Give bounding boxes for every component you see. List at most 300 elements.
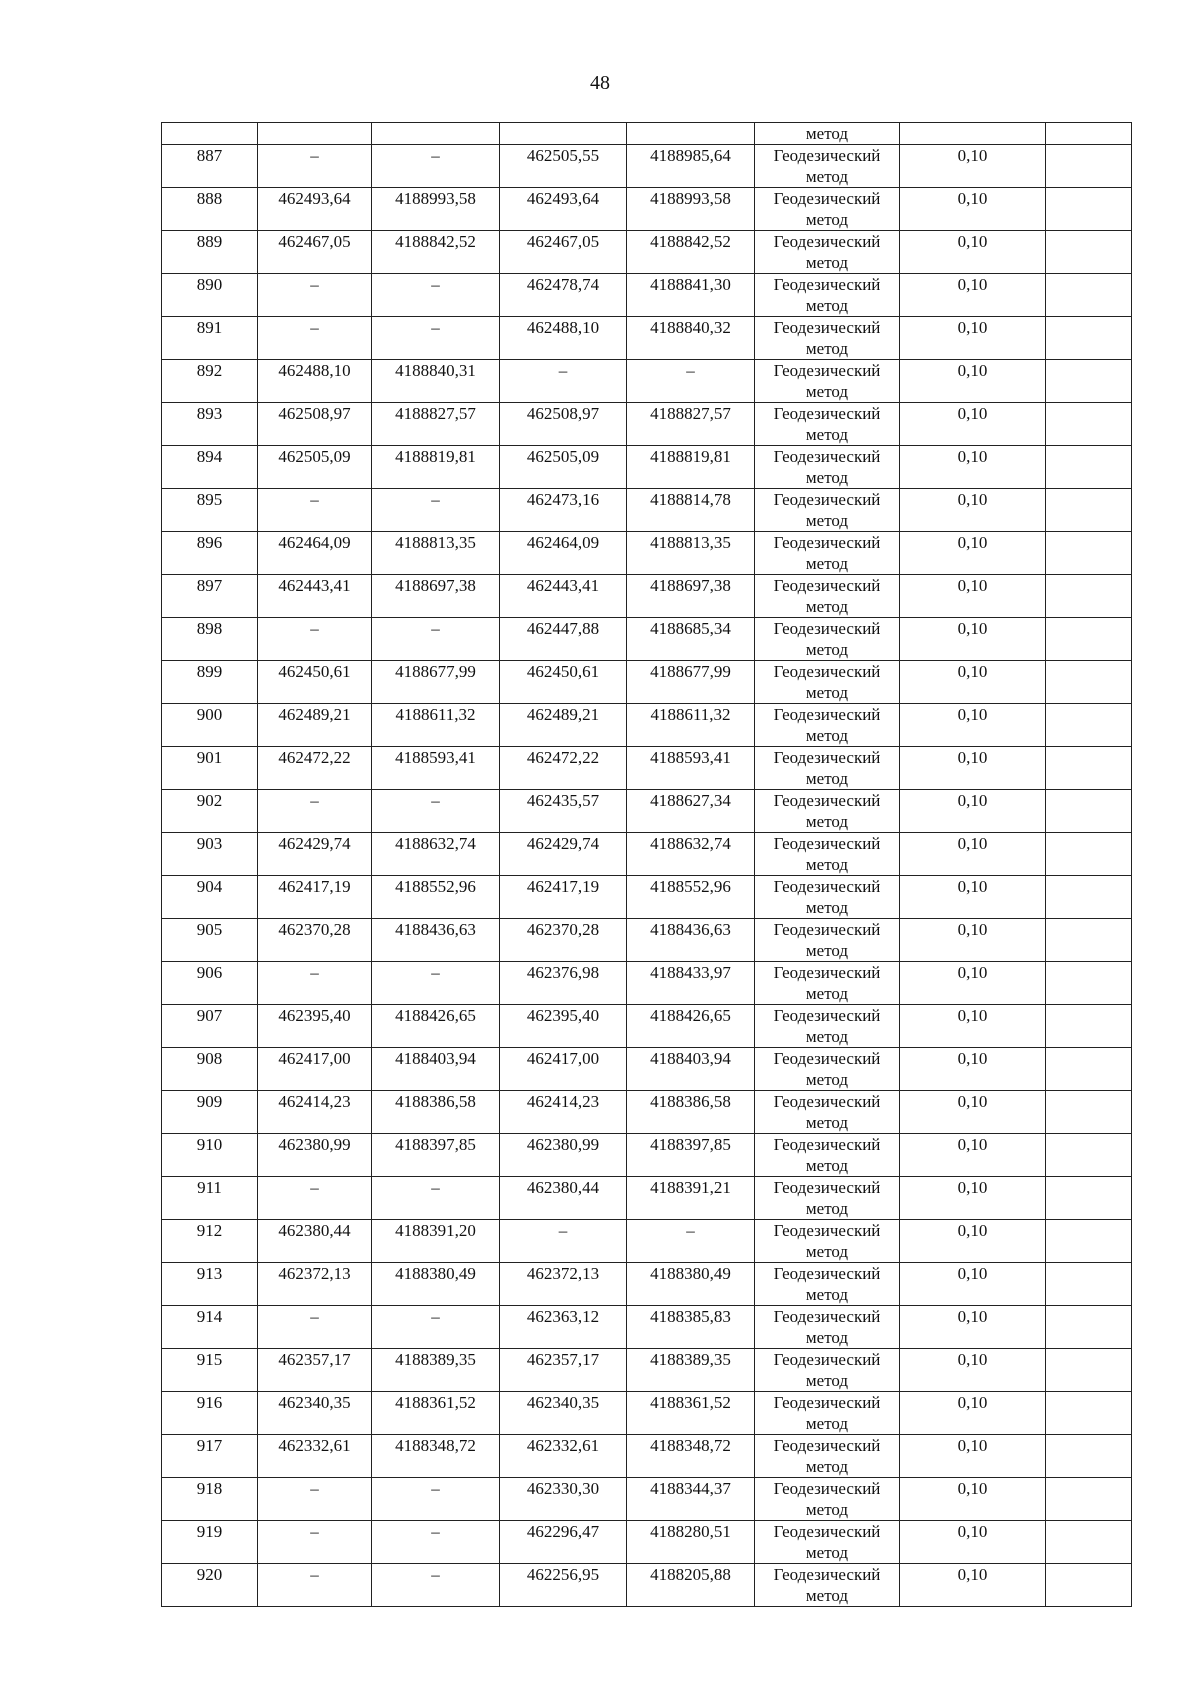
point-number-cell: 887 <box>162 145 258 188</box>
table-row <box>162 1564 1132 1607</box>
method-line-1: Геодезический <box>773 748 881 767</box>
empty-cell <box>1046 231 1132 274</box>
method-line-2: метод <box>805 1285 849 1304</box>
method-line-2: метод <box>805 898 849 917</box>
method-cell <box>755 1048 900 1091</box>
table-cell <box>258 123 372 145</box>
table-row <box>162 1005 1132 1048</box>
y-old-cell: – <box>372 145 500 188</box>
method-cell <box>755 1134 900 1177</box>
x-new-cell: 462372,13 <box>500 1263 627 1306</box>
method-line-2: метод <box>805 167 849 186</box>
x-new-cell: 462256,95 <box>500 1564 627 1607</box>
empty-cell <box>1046 1435 1132 1478</box>
table-cell <box>627 123 755 145</box>
point-number-cell: 901 <box>162 747 258 790</box>
method-line-2: метод <box>805 339 849 358</box>
x-old-cell: – <box>258 1177 372 1220</box>
point-number-cell: 915 <box>162 1349 258 1392</box>
method-line-2: метод <box>805 640 849 659</box>
method-cell <box>755 1177 900 1220</box>
empty-cell <box>1046 1134 1132 1177</box>
method-line-2: метод <box>805 1328 849 1347</box>
x-new-cell: 462414,23 <box>500 1091 627 1134</box>
method-cell <box>755 532 900 575</box>
accuracy-cell: 0,10 <box>900 1392 1046 1435</box>
table-row <box>162 704 1132 747</box>
x-old-cell: 462505,09 <box>258 446 372 489</box>
point-number-cell: 917 <box>162 1435 258 1478</box>
point-number-cell: 908 <box>162 1048 258 1091</box>
empty-cell <box>1046 1349 1132 1392</box>
point-number-cell: 916 <box>162 1392 258 1435</box>
x-new-cell: 462332,61 <box>500 1435 627 1478</box>
table-cell <box>162 123 258 145</box>
point-number-cell: 919 <box>162 1521 258 1564</box>
method-cell <box>755 1564 900 1607</box>
accuracy-cell: 0,10 <box>900 317 1046 360</box>
point-number-cell: 914 <box>162 1306 258 1349</box>
x-old-cell: – <box>258 618 372 661</box>
y-new-cell: 4188677,99 <box>627 661 755 704</box>
empty-cell <box>1046 403 1132 446</box>
table-row <box>162 1091 1132 1134</box>
method-line-1: Геодезический <box>773 1264 881 1283</box>
empty-cell <box>1046 1177 1132 1220</box>
empty-cell <box>1046 532 1132 575</box>
table-cell <box>500 123 627 145</box>
accuracy-cell: 0,10 <box>900 489 1046 532</box>
x-new-cell: 462330,30 <box>500 1478 627 1521</box>
accuracy-cell: 0,10 <box>900 747 1046 790</box>
point-number-cell: 890 <box>162 274 258 317</box>
y-new-cell: 4188827,57 <box>627 403 755 446</box>
method-line-2: метод <box>805 984 849 1003</box>
table-row <box>162 274 1132 317</box>
y-old-cell: – <box>372 489 500 532</box>
method-cell <box>755 790 900 833</box>
empty-cell <box>1046 747 1132 790</box>
method-line-1: Геодезический <box>773 791 881 810</box>
empty-cell <box>1046 704 1132 747</box>
accuracy-cell: 0,10 <box>900 1263 1046 1306</box>
empty-cell <box>1046 489 1132 532</box>
empty-cell <box>1046 661 1132 704</box>
method-cell <box>755 1263 900 1306</box>
empty-cell <box>1046 1091 1132 1134</box>
x-new-cell: 462363,12 <box>500 1306 627 1349</box>
method-line-1: Геодезический <box>773 1221 881 1240</box>
x-new-cell: 462417,00 <box>500 1048 627 1091</box>
method-line-1: Геодезический <box>773 1565 881 1584</box>
y-new-cell: 4188380,49 <box>627 1263 755 1306</box>
x-old-cell: 462380,99 <box>258 1134 372 1177</box>
method-line-2: метод <box>805 468 849 487</box>
method-cell <box>755 446 900 489</box>
x-old-cell: – <box>258 1564 372 1607</box>
y-old-cell: 4188993,58 <box>372 188 500 231</box>
accuracy-cell: 0,10 <box>900 1091 1046 1134</box>
method-cell: метод <box>755 123 900 145</box>
method-line-2: метод <box>805 210 849 229</box>
table-row <box>162 661 1132 704</box>
accuracy-cell: 0,10 <box>900 790 1046 833</box>
x-new-cell: 462489,21 <box>500 704 627 747</box>
method-cell <box>755 962 900 1005</box>
table-row <box>162 833 1132 876</box>
table-row <box>162 231 1132 274</box>
empty-cell <box>1046 1005 1132 1048</box>
y-new-cell: – <box>627 360 755 403</box>
method-line-1: Геодезический <box>773 1049 881 1068</box>
y-old-cell: 4188593,41 <box>372 747 500 790</box>
x-old-cell: 462380,44 <box>258 1220 372 1263</box>
x-old-cell: 462370,28 <box>258 919 372 962</box>
method-cell <box>755 188 900 231</box>
point-number-cell: 903 <box>162 833 258 876</box>
y-new-cell: 4188391,21 <box>627 1177 755 1220</box>
coordinates-table <box>161 122 1132 1607</box>
y-new-cell: – <box>627 1220 755 1263</box>
point-number-cell: 896 <box>162 532 258 575</box>
y-old-cell: – <box>372 962 500 1005</box>
table-cell <box>900 123 1046 145</box>
empty-cell <box>1046 317 1132 360</box>
y-new-cell: 4188348,72 <box>627 1435 755 1478</box>
method-line-1: Геодезический <box>773 1393 881 1412</box>
y-old-cell: – <box>372 618 500 661</box>
method-line-1: Геодезический <box>773 963 881 982</box>
y-old-cell: 4188389,35 <box>372 1349 500 1392</box>
empty-cell <box>1046 919 1132 962</box>
accuracy-cell: 0,10 <box>900 1177 1046 1220</box>
x-new-cell: 462296,47 <box>500 1521 627 1564</box>
empty-cell <box>1046 274 1132 317</box>
x-old-cell: – <box>258 1478 372 1521</box>
y-new-cell: 4188433,97 <box>627 962 755 1005</box>
method-line-2: метод <box>805 812 849 831</box>
point-number-cell: 904 <box>162 876 258 919</box>
x-old-cell: 462450,61 <box>258 661 372 704</box>
x-new-cell: 462505,09 <box>500 446 627 489</box>
method-line-2: метод <box>805 382 849 401</box>
method-line-1: Геодезический <box>773 1350 881 1369</box>
x-new-cell: 462429,74 <box>500 833 627 876</box>
method-line-1: Геодезический <box>773 1092 881 1111</box>
x-new-cell: 462508,97 <box>500 403 627 446</box>
table-row <box>162 1306 1132 1349</box>
x-new-cell: 462464,09 <box>500 532 627 575</box>
y-new-cell: 4188280,51 <box>627 1521 755 1564</box>
method-line-2: метод <box>805 941 849 960</box>
table-row <box>162 145 1132 188</box>
empty-cell <box>1046 188 1132 231</box>
empty-cell <box>1046 876 1132 919</box>
method-cell <box>755 360 900 403</box>
accuracy-cell: 0,10 <box>900 661 1046 704</box>
method-line-1: Геодезический <box>773 920 881 939</box>
method-cell <box>755 489 900 532</box>
empty-cell <box>1046 145 1132 188</box>
table-cell <box>372 123 500 145</box>
method-cell <box>755 747 900 790</box>
empty-cell <box>1046 1220 1132 1263</box>
accuracy-cell: 0,10 <box>900 360 1046 403</box>
table-row <box>162 618 1132 661</box>
x-old-cell: 462429,74 <box>258 833 372 876</box>
method-line-1: Геодезический <box>773 1006 881 1025</box>
y-old-cell: – <box>372 317 500 360</box>
table-row <box>162 1263 1132 1306</box>
accuracy-cell: 0,10 <box>900 1306 1046 1349</box>
accuracy-cell: 0,10 <box>900 919 1046 962</box>
method-line-1: Геодезический <box>773 232 881 251</box>
accuracy-cell: 0,10 <box>900 1220 1046 1263</box>
table-row <box>162 1521 1132 1564</box>
empty-cell <box>1046 1521 1132 1564</box>
method-line-1: Геодезический <box>773 1522 881 1541</box>
point-number-cell: 907 <box>162 1005 258 1048</box>
y-old-cell: – <box>372 1177 500 1220</box>
accuracy-cell: 0,10 <box>900 1048 1046 1091</box>
y-old-cell: – <box>372 790 500 833</box>
y-new-cell: 4188814,78 <box>627 489 755 532</box>
method-cell <box>755 1478 900 1521</box>
point-number-cell: 891 <box>162 317 258 360</box>
x-old-cell: – <box>258 1306 372 1349</box>
method-line-1: Геодезический <box>773 404 881 423</box>
page-number: 48 <box>590 72 610 94</box>
continuation-row <box>162 123 1132 145</box>
method-cell <box>755 575 900 618</box>
y-old-cell: 4188827,57 <box>372 403 500 446</box>
empty-cell <box>1046 1048 1132 1091</box>
method-line-1: Геодезический <box>773 1135 881 1154</box>
x-new-cell: 462370,28 <box>500 919 627 962</box>
method-line-2: метод <box>805 554 849 573</box>
method-cell <box>755 1306 900 1349</box>
method-line-2: метод <box>805 855 849 874</box>
y-old-cell: 4188380,49 <box>372 1263 500 1306</box>
empty-cell <box>1046 618 1132 661</box>
accuracy-cell: 0,10 <box>900 1005 1046 1048</box>
method-line-1: Геодезический <box>773 533 881 552</box>
method-line-2: метод <box>805 1543 849 1562</box>
y-new-cell: 4188627,34 <box>627 790 755 833</box>
table-cell <box>1046 123 1132 145</box>
x-new-cell: – <box>500 360 627 403</box>
y-old-cell: 4188397,85 <box>372 1134 500 1177</box>
method-line-1: Геодезический <box>773 834 881 853</box>
method-cell <box>755 618 900 661</box>
method-cell <box>755 145 900 188</box>
method-line-2: метод <box>805 511 849 530</box>
accuracy-cell: 0,10 <box>900 1478 1046 1521</box>
y-old-cell: 4188611,32 <box>372 704 500 747</box>
accuracy-cell: 0,10 <box>900 403 1046 446</box>
method-line-2: метод <box>805 253 849 272</box>
method-line-2: метод <box>805 1242 849 1261</box>
empty-cell <box>1046 1392 1132 1435</box>
method-line-1: Геодезический <box>773 275 881 294</box>
method-line-1: Геодезический <box>773 662 881 681</box>
point-number-cell: 893 <box>162 403 258 446</box>
method-line-2: метод <box>805 1586 849 1605</box>
y-old-cell: – <box>372 1306 500 1349</box>
table-row <box>162 446 1132 489</box>
accuracy-cell: 0,10 <box>900 1349 1046 1392</box>
method-line-1: Геодезический <box>773 619 881 638</box>
accuracy-cell: 0,10 <box>900 274 1046 317</box>
y-new-cell: 4188819,81 <box>627 446 755 489</box>
x-old-cell: – <box>258 317 372 360</box>
x-old-cell: 462488,10 <box>258 360 372 403</box>
accuracy-cell: 0,10 <box>900 231 1046 274</box>
x-new-cell: – <box>500 1220 627 1263</box>
table-row <box>162 1478 1132 1521</box>
x-new-cell: 462417,19 <box>500 876 627 919</box>
method-cell <box>755 403 900 446</box>
empty-cell <box>1046 1306 1132 1349</box>
point-number-cell: 902 <box>162 790 258 833</box>
point-number-cell: 905 <box>162 919 258 962</box>
x-new-cell: 462340,35 <box>500 1392 627 1435</box>
point-number-cell: 911 <box>162 1177 258 1220</box>
y-old-cell: 4188403,94 <box>372 1048 500 1091</box>
empty-cell <box>1046 790 1132 833</box>
point-number-cell: 895 <box>162 489 258 532</box>
y-old-cell: 4188348,72 <box>372 1435 500 1478</box>
method-cell <box>755 231 900 274</box>
method-cell <box>755 1005 900 1048</box>
x-old-cell: 462493,64 <box>258 188 372 231</box>
table-row <box>162 962 1132 1005</box>
y-new-cell: 4188842,52 <box>627 231 755 274</box>
method-line-2: метод <box>805 1500 849 1519</box>
y-new-cell: 4188840,32 <box>627 317 755 360</box>
y-old-cell: 4188842,52 <box>372 231 500 274</box>
method-line-2: метод <box>805 425 849 444</box>
y-new-cell: 4188397,85 <box>627 1134 755 1177</box>
method-cell <box>755 876 900 919</box>
accuracy-cell: 0,10 <box>900 1521 1046 1564</box>
y-old-cell: 4188819,81 <box>372 446 500 489</box>
empty-cell <box>1046 1564 1132 1607</box>
table-row <box>162 360 1132 403</box>
table-row <box>162 532 1132 575</box>
x-old-cell: 462414,23 <box>258 1091 372 1134</box>
table-row <box>162 790 1132 833</box>
accuracy-cell: 0,10 <box>900 876 1046 919</box>
x-old-cell: 462417,00 <box>258 1048 372 1091</box>
method-line-2: метод <box>805 726 849 745</box>
y-new-cell: 4188593,41 <box>627 747 755 790</box>
accuracy-cell: 0,10 <box>900 188 1046 231</box>
y-new-cell: 4188403,94 <box>627 1048 755 1091</box>
x-new-cell: 462505,55 <box>500 145 627 188</box>
point-number-cell: 892 <box>162 360 258 403</box>
empty-cell <box>1046 360 1132 403</box>
accuracy-cell: 0,10 <box>900 1435 1046 1478</box>
y-old-cell: 4188840,31 <box>372 360 500 403</box>
x-old-cell: – <box>258 274 372 317</box>
table-row <box>162 489 1132 532</box>
x-old-cell: 462472,22 <box>258 747 372 790</box>
x-old-cell: 462372,13 <box>258 1263 372 1306</box>
x-new-cell: 462447,88 <box>500 618 627 661</box>
empty-cell <box>1046 833 1132 876</box>
method-line-2: метод <box>805 769 849 788</box>
method-line-1: Геодезический <box>773 1479 881 1498</box>
y-new-cell: 4188386,58 <box>627 1091 755 1134</box>
accuracy-cell: 0,10 <box>900 575 1046 618</box>
method-line-1: Геодезический <box>773 189 881 208</box>
table-row <box>162 317 1132 360</box>
y-old-cell: 4188426,65 <box>372 1005 500 1048</box>
x-old-cell: – <box>258 962 372 1005</box>
y-new-cell: 4188685,34 <box>627 618 755 661</box>
x-new-cell: 462376,98 <box>500 962 627 1005</box>
x-new-cell: 462478,74 <box>500 274 627 317</box>
y-new-cell: 4188389,35 <box>627 1349 755 1392</box>
method-cell <box>755 317 900 360</box>
method-line-1: Геодезический <box>773 1436 881 1455</box>
method-line-2: метод <box>805 296 849 315</box>
method-line-1: Геодезический <box>773 361 881 380</box>
y-old-cell: 4188813,35 <box>372 532 500 575</box>
point-number-cell: 913 <box>162 1263 258 1306</box>
accuracy-cell: 0,10 <box>900 145 1046 188</box>
method-cell <box>755 1091 900 1134</box>
empty-cell <box>1046 575 1132 618</box>
y-new-cell: 4188697,38 <box>627 575 755 618</box>
accuracy-cell: 0,10 <box>900 1564 1046 1607</box>
y-old-cell: – <box>372 274 500 317</box>
method-cell <box>755 274 900 317</box>
method-line-2: метод <box>805 1070 849 1089</box>
table-row <box>162 188 1132 231</box>
x-old-cell: 462508,97 <box>258 403 372 446</box>
y-new-cell: 4188436,63 <box>627 919 755 962</box>
y-new-cell: 4188841,30 <box>627 274 755 317</box>
method-line-1: Геодезический <box>773 705 881 724</box>
method-line-1: Геодезический <box>773 877 881 896</box>
y-old-cell: – <box>372 1478 500 1521</box>
point-number-cell: 888 <box>162 188 258 231</box>
table-row <box>162 1392 1132 1435</box>
y-old-cell: – <box>372 1564 500 1607</box>
x-old-cell: – <box>258 145 372 188</box>
x-new-cell: 462450,61 <box>500 661 627 704</box>
accuracy-cell: 0,10 <box>900 833 1046 876</box>
x-old-cell: 462443,41 <box>258 575 372 618</box>
x-new-cell: 462467,05 <box>500 231 627 274</box>
x-old-cell: – <box>258 790 372 833</box>
table-row <box>162 919 1132 962</box>
method-cell <box>755 1435 900 1478</box>
point-number-cell: 906 <box>162 962 258 1005</box>
method-cell <box>755 919 900 962</box>
x-new-cell: 462357,17 <box>500 1349 627 1392</box>
method-cell <box>755 833 900 876</box>
method-cell <box>755 1349 900 1392</box>
y-old-cell: 4188697,38 <box>372 575 500 618</box>
x-new-cell: 462435,57 <box>500 790 627 833</box>
table-row <box>162 1435 1132 1478</box>
method-line-1: Геодезический <box>773 490 881 509</box>
method-cell <box>755 1521 900 1564</box>
point-number-cell: 910 <box>162 1134 258 1177</box>
